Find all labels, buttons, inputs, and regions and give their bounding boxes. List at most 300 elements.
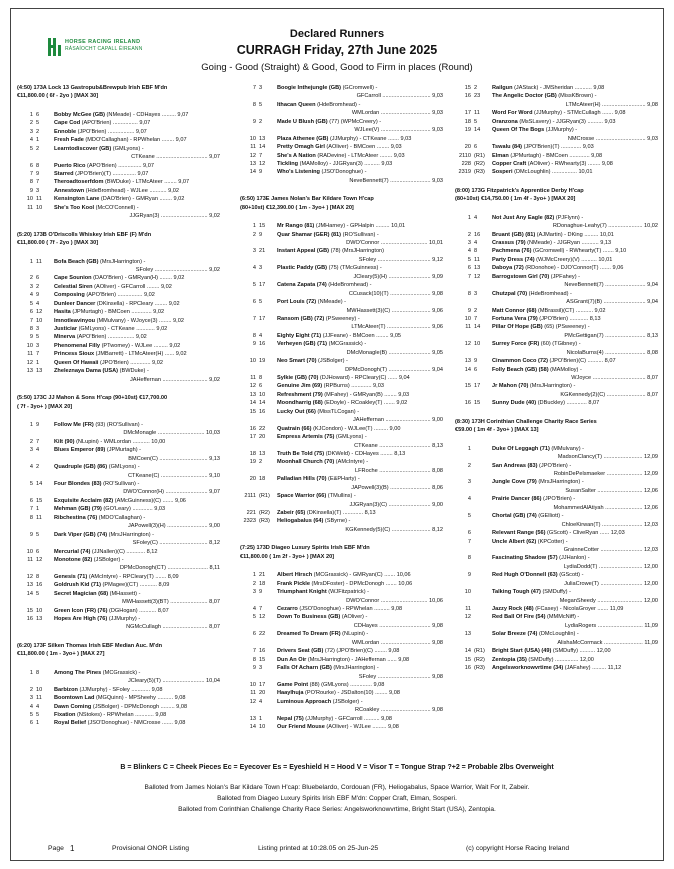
runner-draw: 17 <box>474 383 481 390</box>
runner-row <box>455 135 658 143</box>
horse-name: Matt Connor (68) <box>492 307 537 314</box>
runner-draw: 18 <box>259 580 266 587</box>
runner-number: 10 <box>26 548 33 555</box>
runner-row <box>240 517 443 525</box>
runner-number: 4 <box>252 265 256 272</box>
runner-weight: ...... 12,03 <box>598 530 625 537</box>
horse-name: Heliogabalus (64) <box>277 518 324 525</box>
runner-row <box>455 374 658 382</box>
runner-details <box>492 588 658 596</box>
race-header: €11,800.00 ( 6f - 2yo ) [MAX 30] <box>17 93 99 100</box>
runner-row <box>240 101 443 109</box>
runner-details <box>277 315 443 323</box>
runner-draw: (R1) <box>259 493 270 500</box>
race-gap <box>17 248 220 258</box>
runner-details <box>492 478 658 486</box>
runner-weight: ............. 9,02 <box>129 309 165 316</box>
trainer-jockey: (65) (PSweeney) - <box>542 324 590 331</box>
runner-number: 8 <box>252 101 256 108</box>
runner-number: 5 <box>467 513 471 520</box>
horse-name: Boomtown Lad <box>54 695 95 702</box>
horse-name: Ennoble <box>54 128 77 135</box>
trainer-jockey: (MMulvany) - WJoyce(3) <box>95 317 158 324</box>
runner-number: 7 <box>29 506 33 513</box>
trainer-jockey: (JJMurphy) - <box>544 127 578 134</box>
runner-number: 13 <box>26 368 33 375</box>
horse-name: Duke Of Leggagh (71) <box>492 445 550 452</box>
horse-name: Made U Blush (GB) <box>277 118 328 125</box>
runner-row <box>455 340 658 348</box>
horse-name: Cape Cod <box>54 120 81 127</box>
runner-details <box>492 247 658 255</box>
runner-jockey-line: GrainneCotter ........................... 12,03 <box>563 546 658 553</box>
runner-row <box>240 484 443 492</box>
runner-weight: ............. 9,03 <box>349 383 384 390</box>
runner-number: 11 <box>27 351 33 358</box>
balloted-note-1: Balloted from James Nolan's Bar Kildare Town H'cap: Bluebelardo, Cordouan (FR), Heliogabalus, Space Warrior, Wait For It, Zabeir. <box>144 784 530 791</box>
runner-weight: ................ 9,02 <box>116 292 155 299</box>
runner-row <box>17 556 220 564</box>
runner-draw: 6 <box>36 111 40 118</box>
runner-details <box>54 573 220 581</box>
trainer-jockey: (RADevine) - LTMcAteer <box>315 152 379 159</box>
runner-row <box>240 526 443 534</box>
runner-row <box>17 711 220 719</box>
runner-draw: 10 <box>36 317 43 324</box>
runner-number: 10 <box>249 135 256 142</box>
runner-row <box>17 204 220 212</box>
horse-name: Hopes Are High (76) <box>54 616 108 623</box>
runner-row <box>17 438 220 446</box>
runner-number: 2 <box>29 275 33 282</box>
horse-name: Among The Pines <box>54 669 102 676</box>
runner-number: 10 <box>249 681 256 688</box>
horse-name: San Andreas (83) <box>492 462 538 469</box>
runner-number: 14 <box>464 366 471 373</box>
horse-name: Four Blondes (83) <box>54 481 102 488</box>
runner-details <box>54 694 220 702</box>
runner-jockey-line: CTKeane(C) .............................. 9,10 <box>127 472 220 479</box>
runner-jockey-line: JCleary(5)(H) ........................... 9,09 <box>353 273 443 280</box>
trainer-jockey: (JJFeane) - BMCoen <box>321 332 375 339</box>
runner-row <box>455 382 658 390</box>
horse-name: Plaza Athenee (GB) <box>277 135 329 142</box>
runner-jockey-line: DWO'Connor .............................. 10,06 <box>346 597 443 604</box>
runner-number: 10 <box>26 196 33 203</box>
runner-draw: 4 <box>474 240 478 247</box>
runner-row <box>17 463 220 471</box>
horse-name: Composing <box>54 292 85 299</box>
runner-row <box>240 84 443 92</box>
trainer-jockey: (AMcIntyre) - <box>334 459 369 466</box>
runner-row <box>17 162 220 170</box>
runner-details <box>54 325 220 333</box>
runner-draw: 10 <box>259 724 266 731</box>
trainer-jockey: (AMcGuinness)(C) <box>113 497 162 504</box>
trainer-jockey: (MCGrassick) - <box>101 669 141 676</box>
runner-number: 4 <box>467 496 471 503</box>
horse-name: Genesis (71) <box>54 573 88 580</box>
runner-jockey-line: ASGrant(7)(B) ........................... 9,04 <box>566 299 658 306</box>
runner-draw: 13 <box>36 368 43 375</box>
trainer-jockey: (JPO'Brien)(C) <box>547 358 587 365</box>
trainer-jockey: (WJFitzpatrick) - <box>326 589 369 596</box>
trainer-jockey: (JPO'Brien) - <box>537 462 572 469</box>
runner-details <box>277 681 443 689</box>
trainer-jockey: (APO'Brien) <box>80 120 112 127</box>
runner-details <box>54 703 220 711</box>
runner-jockey-line: SusanSalter ............................. 12,06 <box>565 487 658 494</box>
horse-name: Queen Of The Bogs <box>492 127 545 134</box>
horse-name: She's Too Kool <box>54 204 95 211</box>
race-header: (8:30) 173H Corinthian Challenge Charity Race Series <box>455 418 597 425</box>
runner-weight: .......... 9,03 <box>362 160 393 167</box>
runner-weight: ............... 12,00 <box>553 656 594 663</box>
runner-row <box>17 505 220 513</box>
trainer-jockey: (GScott) - <box>557 572 584 579</box>
race-gap <box>455 408 658 418</box>
horse-name: Surrey Force (FR) <box>492 341 540 348</box>
runner-details <box>492 315 658 323</box>
horse-name: Truth Be Told (75) <box>277 450 325 457</box>
runner-details <box>54 421 220 429</box>
runner-jockey-line: CCusack(10)(T) .......................... 9,08 <box>348 290 443 297</box>
trainer-jockey: (AOliver) - BMCoen <box>324 144 376 151</box>
trainer-jockey: (JJMurphy) - CTKeane <box>328 135 387 142</box>
race-header: (80+10st) €14,750.00 ( 1m 4f - 3yo+ ) [MAX 20] <box>455 196 576 203</box>
trainer-jockey: (RO'Sullivan) - <box>341 231 379 238</box>
runner-details <box>54 187 220 195</box>
runner-weight: ....... 9,03 <box>386 135 412 142</box>
race-gap <box>17 411 220 421</box>
runner-details <box>54 170 220 178</box>
trainer-jockey: (88) (GMLyons) <box>308 681 349 688</box>
runner-details <box>492 554 658 562</box>
runner-details <box>492 664 658 672</box>
runner-details <box>492 92 658 100</box>
runner-draw: 12 <box>474 273 481 280</box>
runner-draw: 17 <box>259 315 266 322</box>
runner-row <box>240 681 443 689</box>
runner-weight: ............. 9,08 <box>567 152 603 159</box>
runner-row <box>240 366 443 374</box>
runner-draw: 22 <box>259 425 266 432</box>
horse-name: Sunny Dude (40) <box>492 400 537 407</box>
horse-name: Oranzona <box>492 118 518 125</box>
runner-draw: 14 <box>474 127 481 134</box>
runner-jockey-line: BMCoen(C) ............................... 9,13 <box>128 455 220 462</box>
horse-name: Dark Viper (GB) (74) <box>54 531 108 538</box>
trainer-jockey: (JPMurtagh) - BMCoen <box>508 152 568 159</box>
race-gap <box>240 534 443 544</box>
runner-details <box>54 136 220 144</box>
horse-name: Mehman (GB) (79) <box>54 506 102 513</box>
runner-row <box>455 470 658 478</box>
runner-draw: (R2) <box>259 510 270 517</box>
runner-row <box>17 350 220 358</box>
trainer-jockey: (AOliver) - WJLee <box>324 724 371 731</box>
runner-number: 8 <box>29 326 33 332</box>
runner-draw: 1 <box>36 720 40 727</box>
trainer-jockey: (DMcLoughlin) <box>512 169 551 176</box>
runner-row <box>240 256 443 264</box>
runner-details <box>54 350 220 358</box>
runner-row <box>17 170 220 178</box>
runner-number: 6 <box>467 265 471 272</box>
runner-number: 4 <box>29 137 33 144</box>
runner-row <box>240 135 443 143</box>
runner-row <box>240 332 443 340</box>
runner-number: 16 <box>464 93 471 100</box>
runner-jockey-line: CTKeane ................................. 8,13 <box>354 442 443 449</box>
runner-draw: 2 <box>259 118 263 125</box>
trainer-jockey: (MMulvany) - <box>549 445 584 452</box>
horse-name: Word For Word <box>492 110 533 117</box>
trainer-jockey: (JSO'Donoghue) - <box>319 169 367 176</box>
runner-draw: 9 <box>36 170 40 177</box>
trainer-jockey: (JPMurtagh) - <box>105 447 142 454</box>
trainer-jockey: (GMLyons) - <box>111 145 144 152</box>
horse-name: Phenomenal Filly <box>54 342 101 349</box>
runner-details <box>492 307 658 315</box>
runner-jockey-line: KGKennedy(2)(C) ......................... 8,07 <box>560 391 658 398</box>
runner-details <box>277 152 443 160</box>
horse-name: Verheyen (GB) (71) <box>277 341 328 348</box>
race-gap <box>240 212 443 222</box>
horse-name: Fresh Fade <box>54 137 84 144</box>
runner-number: 9 <box>29 334 33 341</box>
runner-draw: 5 <box>474 118 478 125</box>
trainer-jockey: (NMeade) - JJGRyan <box>525 240 580 247</box>
runner-weight: ............. 9,02 <box>128 359 163 366</box>
runner-details <box>492 118 658 126</box>
runner-number: 1 <box>29 421 33 428</box>
trainer-jockey: (NStokes) - RPWhelan <box>75 712 134 718</box>
runner-row <box>17 446 220 454</box>
trainer-jockey: (KJCondon) - WJLee(T) <box>311 425 373 432</box>
runner-jockey-line: GFCarroll ............................... 9,03 <box>356 93 443 100</box>
runner-number: 1 <box>467 214 471 221</box>
runner-draw: 4 <box>259 332 263 339</box>
runner-details <box>492 109 658 117</box>
runner-details <box>54 333 220 341</box>
runner-row <box>240 597 443 605</box>
runner-draw: 7 <box>36 351 40 358</box>
runner-draw: 11 <box>36 196 42 203</box>
runner-draw: 3 <box>474 290 478 297</box>
runner-row <box>455 445 658 453</box>
runner-number: 1 <box>252 572 256 579</box>
runner-number: 6 <box>29 162 33 169</box>
race-header: (8:00) 173G Fitzpatrick's Apprentice Derby H'cap <box>455 187 584 194</box>
runner-row <box>455 118 658 126</box>
trainer-jockey: (JJMurphy) - SFoley <box>77 686 130 693</box>
trainer-jockey: (MrsJHarrington) - <box>98 258 146 265</box>
runner-row <box>17 317 220 325</box>
runner-row <box>17 212 220 220</box>
runner-details <box>54 615 220 623</box>
runner-row <box>240 92 443 100</box>
doc-title: Declared Runners <box>289 28 385 40</box>
runner-row <box>455 554 658 562</box>
runner-row <box>240 382 443 390</box>
runner-number: 2 <box>252 580 256 587</box>
runner-number: 221 <box>246 510 256 517</box>
runner-draw: 2 <box>36 283 40 290</box>
runner-row <box>240 673 443 681</box>
runner-draw: 8 <box>474 248 478 255</box>
trainer-jockey: (MAMolloy) - JJGRyan(3) <box>298 160 363 167</box>
runner-weight: ........... 9,08 <box>573 85 605 91</box>
runner-row <box>17 145 220 153</box>
runner-row <box>240 475 443 483</box>
runner-jockey-line: JAHeffernan ............................. 9,02 <box>129 376 220 383</box>
trainer-jockey: (RDonohoe) - DJO'Connor(T) <box>523 265 599 272</box>
runner-number: 8 <box>252 656 256 663</box>
runner-details <box>277 723 443 731</box>
runner-details <box>277 391 443 399</box>
runner-draw: 9 <box>259 169 263 176</box>
runner-row <box>240 247 443 255</box>
runner-details <box>492 256 658 264</box>
trainer-jockey: (JPFahey) - <box>549 273 580 280</box>
footer-page-label: Page <box>48 845 64 852</box>
runner-number: 8 <box>252 332 256 339</box>
runner-number: 11 <box>465 606 471 612</box>
runner-draw: 5 <box>36 590 40 597</box>
trainer-jockey: (MissTLCogan) - <box>315 408 360 415</box>
race-header: €59.00 ( 1m 4f - 3yo+ ) [MAX 13] <box>455 427 539 434</box>
runner-number: 18 <box>249 450 256 457</box>
runner-number: 2110 <box>458 152 471 159</box>
runner-details <box>492 239 658 247</box>
runner-number: 4 <box>29 464 33 471</box>
runner-weight: ........ 9,05 <box>374 332 402 339</box>
trainer-jockey: (DKinsella)(T) <box>305 510 342 517</box>
runner-draw: 8 <box>259 375 263 382</box>
runner-row <box>17 455 220 463</box>
runner-details <box>277 101 443 109</box>
runner-draw: 20 <box>259 690 266 697</box>
horse-name: Space Warrior (66) <box>277 493 327 500</box>
runner-row <box>17 497 220 505</box>
horse-name: Jazzy Rock (48) <box>492 606 534 612</box>
horse-name: Chortal (GB) (74) <box>492 513 537 520</box>
runner-draw: 2 <box>36 145 40 152</box>
runner-details <box>492 290 658 298</box>
runner-draw: 6 <box>474 366 478 373</box>
horse-name: Port Louis (72) <box>277 299 317 306</box>
trainer-jockey: (TMullins) - <box>326 493 356 500</box>
runner-jockey-line: KGKennedy(5)(C) ......................... 8,12 <box>345 526 443 533</box>
trainer-jockey: (HdeBromhead) - <box>315 101 361 108</box>
horse-name: Relevant Range (56) <box>492 530 546 537</box>
runner-details <box>492 529 658 537</box>
horse-name: Zentopia (35) <box>492 656 527 663</box>
runner-row <box>455 478 658 486</box>
runner-row <box>17 522 220 530</box>
trainer-jockey: (JJMurphy) - STMcCullagh <box>532 110 601 117</box>
runner-weight: ........ 9,02 <box>157 317 184 324</box>
runner-draw: 21 <box>259 248 266 255</box>
runner-draw: 9 <box>259 231 263 238</box>
runner-row <box>240 571 443 579</box>
runner-jockey-line: DWO'Connor(H) ........................... 9,07 <box>123 489 220 496</box>
trainer-jockey: (SMDuffy) - <box>540 589 571 596</box>
runner-row <box>17 607 220 615</box>
runner-number: 9 <box>252 341 256 348</box>
runner-draw: 17 <box>259 282 266 289</box>
runner-weight: .......... 9,03 <box>585 118 616 125</box>
horse-name: Eighty Eight (71) <box>277 332 322 339</box>
runner-draw: (R2) <box>474 656 485 663</box>
runner-details <box>54 342 220 350</box>
runner-jockey-line: WMLordan ................................ 9,03 <box>351 110 443 117</box>
runner-details <box>492 143 658 151</box>
runner-weight: .......... 9,08 <box>155 695 186 702</box>
runner-weight: ............. 9,03 <box>559 144 594 151</box>
runner-weight: ....... 10,06 <box>382 572 411 579</box>
horse-name: Fixation <box>54 712 76 718</box>
runner-row <box>455 521 658 529</box>
runner-row <box>455 588 658 596</box>
runner-row <box>240 509 443 517</box>
trainer-jockey: (HdeBromhead) - <box>527 290 572 297</box>
runner-row <box>455 281 658 289</box>
horse-name: Party Dress (74) <box>492 256 535 263</box>
runner-jockey-line: DPMcDonogh(T) ........................... 9,04 <box>345 366 443 373</box>
runner-number: 14 <box>26 590 33 597</box>
horse-name: Minerva <box>54 334 76 341</box>
runner-jockey-line: MeganSheedy ............................. 12,00 <box>559 597 658 604</box>
trainer-jockey: (MAMolloy) - <box>548 366 582 373</box>
trainer-jockey: (JSBolger) - <box>92 556 124 563</box>
runner-draw: 15 <box>474 400 481 407</box>
runner-row <box>240 231 443 239</box>
runner-number: 16 <box>26 616 33 623</box>
trainer-jockey: (SByrne) - <box>323 518 351 525</box>
runner-row <box>455 571 658 579</box>
runner-row <box>455 247 658 255</box>
runner-row <box>240 698 443 706</box>
trainer-jockey: (JSBolger) - <box>331 698 363 705</box>
runner-jockey-line: WJoyce .................................. 8,07 <box>571 375 658 382</box>
runner-number: 12 <box>26 573 33 580</box>
runner-row <box>455 639 658 647</box>
runner-details <box>277 458 443 466</box>
trainer-jockey: (DMcLoughlin) - <box>537 631 579 638</box>
trainer-jockey: (DKinsella) - RPCleary <box>95 300 154 307</box>
horse-name: Chutzpal (70) <box>492 290 528 297</box>
runner-number: 4 <box>29 703 33 710</box>
runner-number: 15 <box>464 383 471 390</box>
runner-details <box>277 517 443 525</box>
runner-jockey-line: NMCrosse ................................ 9,03 <box>567 135 658 142</box>
runner-details <box>277 281 443 289</box>
runner-draw: 10 <box>474 341 481 348</box>
runner-weight: ........ 9,08 <box>586 160 613 167</box>
horse-name: Imnotleavinyou <box>54 317 96 324</box>
race-header: (6:20) 173F Silken Thomas Irish EBF Median Auc. M'dn <box>17 642 163 649</box>
runner-draw: 5 <box>259 101 263 108</box>
runner-details <box>54 359 220 367</box>
trainer-jockey: (JPO'Brien) <box>537 315 568 322</box>
runner-number: 7 <box>467 273 471 280</box>
runner-draw: 14 <box>259 144 266 151</box>
runner-number: 15 <box>464 656 471 663</box>
runner-weight: ........... 9,13 <box>580 240 612 247</box>
runner-number: 12 <box>464 341 471 348</box>
